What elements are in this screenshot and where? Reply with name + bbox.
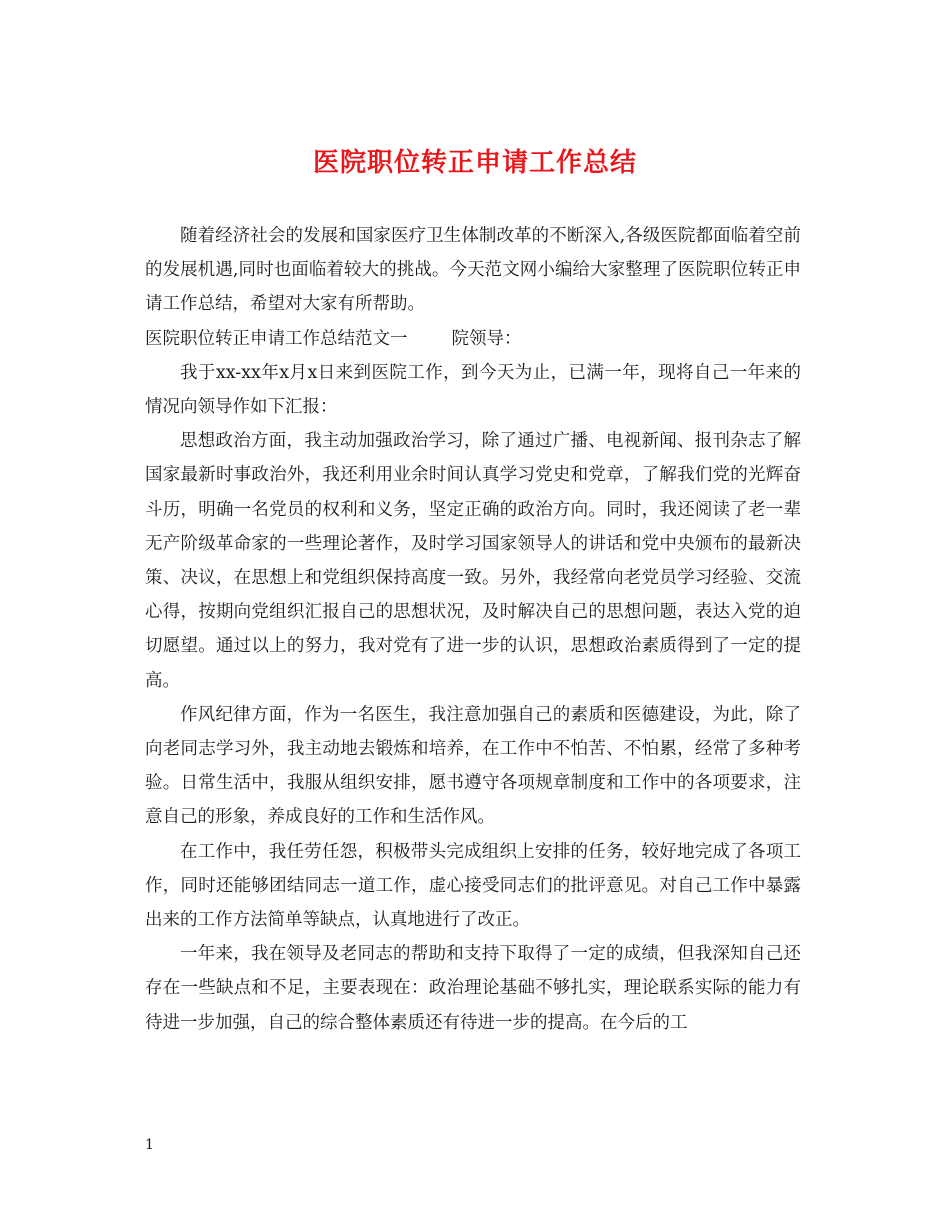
body-paragraph: 作风纪律方面，作为一名医生，我注意加强自己的素质和医德建设，为此，除了向老同志学习外，我主动地去锻炼和培养，在工作中不怕苦、不怕累，经常了多种考验。日常生活中，我服从组织安排，愿书遵守各项规章制度和工作中的各项要求，注意自己的形象，养成良好的工作和生活作风。 (145, 704, 801, 828)
page-number: 1 (145, 1137, 154, 1153)
body-paragraph: 我于xx-xx年x月x日来到医院工作，到今天为止，已满一年，现将自己一年来的情况向领导作如下汇报： (145, 362, 801, 418)
body-paragraph: 思想政治方面，我主动加强政治学习，除了通过广播、电视新闻、报刊杂志了解国家最新时事政治外，我还利用业余时间认真学习党史和党章，了解我们党的光辉奋斗历，明确一名党员的权利和义务，坚定正确的政治方向。同时，我还阅读了老一辈无产阶级革命家的一些理论著作，及时学习国家领导人的讲话和党中央颁布的最新决策、决议，在思想上和党组织保持高度一致。另外，我经常向老党员学习经验、交流心得，按期向党组织汇报自己的思想状况，及时解决自己的思想问题，表达入党的迫切愿望。通过以上的努力，我对党有了进一步的认识，思想政治素质得到了一定的提高。 (145, 431, 801, 691)
document-title: 医院职位转正申请工作总结 (312, 148, 637, 178)
section-heading: 医院职位转正申请工作总结范文一 (145, 328, 408, 349)
body-paragraph: 一年来，我在领导及老同志的帮助和支持下取得了一定的成绩，但我深知自己还存在一些缺点和不足，主要表现在：政治理论基础不够扎实，理论联系实际的能力有待进一步加强，自己的综合整体素质还有待进一步的提高。在今后的工 (145, 944, 801, 1033)
body-paragraph: 在工作中，我任劳任怨，积极带头完成组织上安排的任务，较好地完成了各项工作，同时还能够团结同志一道工作，虚心接受同志们的批评意见。对自己工作中暴露出来的工作方法简单等缺点，认真地进行了改正。 (145, 841, 801, 931)
salutation: 院领导： (451, 328, 522, 349)
intro-paragraph: 随着经济社会的发展和国家医疗卫生体制改革的不断深入,各级医院都面临着空前的发展机遇,同时也面临着较大的挑战。今天范文网小编给大家整理了医院职位转正申请工作总结，希望对大家有所帮助。 (145, 226, 801, 315)
document-body (145, 219, 801, 1040)
section-heading-line (145, 322, 801, 356)
